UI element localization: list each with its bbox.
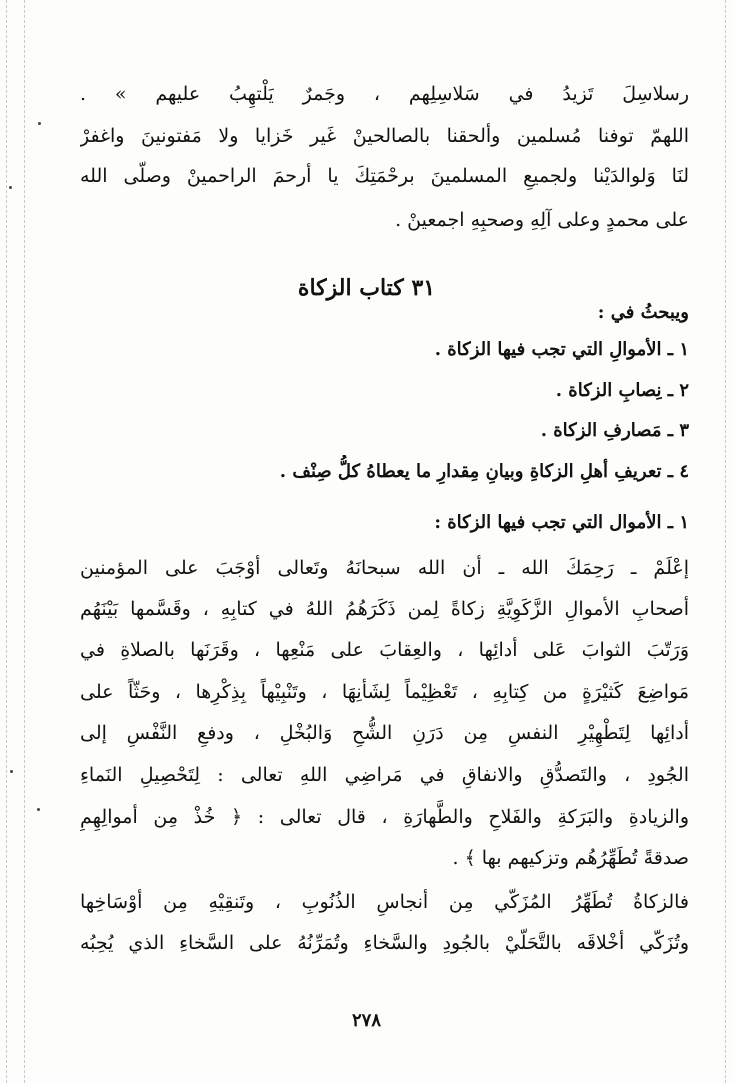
page-fold-line — [725, 0, 726, 1083]
chapter-heading: ٣١ كتاب الزكاة — [297, 275, 436, 301]
page-fold-line — [6, 0, 7, 1083]
scan-speck — [9, 186, 12, 189]
topic-item: ٢ ـ نِصابِ الزكاة . — [555, 380, 689, 401]
text-line: رسلاسِلَ تَزيدُ في سَلاسِلِهم ، وجَمرٌ يَلْتهِبُ عليهم » . — [80, 83, 689, 105]
text-line: على محمدٍ وعلى آلِهِ وصحبِهِ اجمعينْ . — [395, 209, 689, 231]
scan-speck — [37, 808, 40, 811]
text-line: صدقةً تُطَهِّرُهُم وتزكيهم بها ﴾ . — [452, 847, 689, 869]
intro-text: ويبحثُ في : — [597, 302, 689, 323]
text-line: مَواضِعَ كَثيْرَةٍ من كِتابِهِ ، تَعْظِيْماً لِشَأنِهَا ، وتَنْبِيْهاً بِذِكْرِها ، وحَثّاً على — [80, 681, 689, 703]
text-line: إعْلَمْ ـ رَحِمَكَ الله ـ أن الله سبحانَهُ وتَعالى أوْجَبَ على المؤمنين — [80, 557, 689, 579]
scan-speck — [38, 122, 41, 125]
text-line: أدائِها لِتَطْهِيْرِ النفسِ مِن دَرَنِ الشُّحِ وَالبُخْلِ ، ودفعِ النَّفْسِ إلى — [80, 722, 689, 744]
topic-item: ٤ ـ تعريفِ أهلِ الزكاةِ وبيانِ مِقدارِ ما يعطاهُ كلُّ صِنْف . — [279, 461, 689, 482]
page-fold-line — [24, 0, 25, 1083]
topic-item: ١ ـ الأموالِ التي تجب فيها الزكاة . — [434, 339, 689, 360]
text-line: لنَا وَلوالدَيْنا ولجميعِ المسلمينَ برحْمَتِكَ يا أرحمَ الراحمينْ وصلّى الله — [80, 165, 689, 187]
section-title: ١ ـ الأموال التي تجب فيها الزكاة : — [434, 512, 689, 533]
text-line: والزيادةِ والبَرَكةِ والفَلاحِ والطَّهارَةِ ، قال تعالى : ﴿ خُذْ مِن أموالِهِمِ — [80, 806, 689, 828]
text-line: فالزكاةُ تُطَهِّرُ المُزَكّي مِن أنجاسِ الذُنُوبِ ، وتَنقِيْهِ مِن أوْسَاخِها — [80, 891, 689, 913]
text-line: اللهمّ توفنا مُسلمين وألحقنا بالصالحينْ غَير خَزايا ولا مَفتونينَ واغفرْ — [80, 125, 689, 147]
text-line: وتُزَكّي أخْلاقَه بالتَّحَلّيْ بالجُودِ والسَّخاءِ وتُمَرِّنُهُ على السَّخاءِ الذي يُحِبُه — [80, 932, 689, 954]
scan-speck — [10, 770, 13, 773]
text-line: الجُودِ ، والتَصدُّقِ والانفاقِ في مَراضِي اللهِ تعالى : لِتَحْصِيلِ النَماءِ — [80, 764, 689, 786]
topic-item: ٣ ـ مَصارفِ الزكاة . — [540, 420, 689, 441]
page-number: ٢٧٨ — [351, 1010, 381, 1031]
text-line: وَرَتّبَ الثوابَ عَلى أدائِها ، والعِقابَ على مَنْعِها ، وقَرَنَها بالصلاةِ في — [80, 639, 689, 661]
text-line: أصحابِ الأموالِ الزَّكَوِيَّةِ زكاةً لِمن ذَكَرَهُمُ اللهُ في كتابِهِ ، وقَسَّمها بَيْنَهُم — [80, 598, 689, 620]
